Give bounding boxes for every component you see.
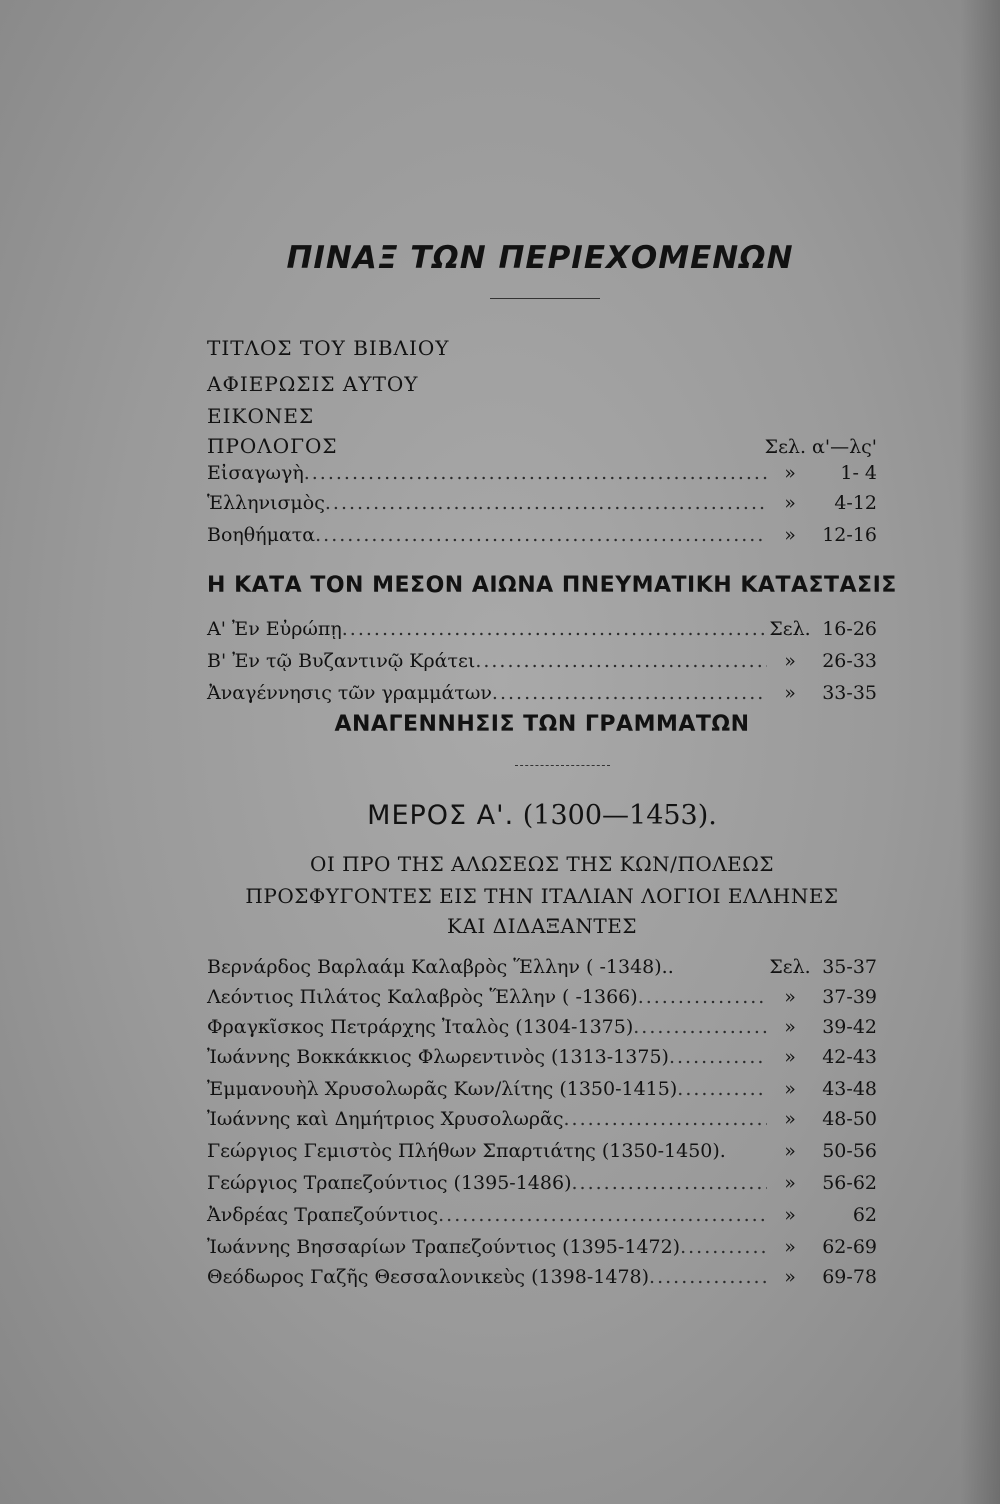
part-subtitle-line: ΚΑΙ ΔΙΔΑΞΑΝΤΕΣ xyxy=(447,914,637,938)
toc-entry xyxy=(207,462,877,488)
dot-leader xyxy=(492,682,767,704)
entry-label: Ἐμμανουὴλ Χρυσολωρᾶς Κων/λίτης (1350-1415) xyxy=(207,1078,678,1100)
entry-label: Γεώργιος Γεμιστὸς Πλήθων Σπαρτιάτης (1350-1450). xyxy=(207,1140,726,1162)
entry-label: Βερνάρδος Βαρλαάμ Καλαβρὸς Ἕλλην ( -1348).. xyxy=(207,956,674,978)
toc-entry xyxy=(207,1266,877,1292)
prologue-row xyxy=(207,434,877,460)
ditto-mark: » xyxy=(784,1172,796,1194)
toc-entry xyxy=(207,1236,877,1262)
section-heading: ΑΝΑΓΕΝΝΗΣΙΣ ΤΩΝ ΓΡΑΜΜΑΤΩΝ xyxy=(334,712,750,737)
prologue-pages: Σελ. α'—λς' xyxy=(764,436,877,458)
toc-entry xyxy=(207,1108,877,1134)
page-abbrev: Σελ. xyxy=(769,956,811,978)
dot-leader xyxy=(572,1172,768,1194)
page-title: ΠΙΝΑΞ ΤΩΝ ΠΕΡΙΕΧΟΜΕΝΩΝ xyxy=(286,240,794,276)
ditto-mark: » xyxy=(784,1078,796,1100)
entry-pages: 43-48 xyxy=(822,1078,877,1100)
dot-leader xyxy=(325,492,767,514)
ditto-mark: » xyxy=(784,682,796,704)
entry-label: Φραγκῖσκος Πετράρχης Ἰταλὸς (1304-1375) xyxy=(207,1016,634,1038)
dot-leader xyxy=(633,1016,767,1038)
front-matter-item: ΑΦΙΕΡΩΣΙΣ ΑΥΤΟΥ xyxy=(207,372,419,396)
entry-pages: 42-43 xyxy=(822,1046,877,1068)
entry-pages: 62-69 xyxy=(822,1236,877,1258)
front-matter-item: ΤΙΤΛΟΣ ΤΟΥ ΒΙΒΛΙΟΥ xyxy=(207,336,450,360)
dot-leader xyxy=(669,1046,767,1068)
entry-pages: 12-16 xyxy=(822,524,877,546)
toc-entry xyxy=(207,1204,877,1230)
entry-pages: 4-12 xyxy=(834,492,877,514)
dot-leader xyxy=(438,1204,767,1226)
entry-pages: 16-26 xyxy=(822,618,877,640)
dot-leader xyxy=(304,462,767,484)
title-rule xyxy=(490,298,600,299)
toc-entry xyxy=(207,524,877,550)
dot-leader xyxy=(475,650,767,672)
dot-leader xyxy=(677,1078,767,1100)
entry-pages: 1- 4 xyxy=(840,462,877,484)
ditto-mark: » xyxy=(784,1016,796,1038)
entry-pages: 69-78 xyxy=(822,1266,877,1288)
toc-entry xyxy=(207,618,877,644)
ditto-mark: » xyxy=(784,1108,796,1130)
entry-label: Ἰωάννης Βοκκάκκιος Φλωρεντινὸς (1313-1375) xyxy=(207,1046,669,1068)
part-subtitle-line: ΠΡΟΣΦΥΓΟΝΤΕΣ ΕΙΣ ΤΗΝ ΙΤΑΛΙΑΝ ΛΟΓΙΟΙ ΕΛΛΗΝΕΣ xyxy=(245,884,839,908)
toc-entry xyxy=(207,1172,877,1198)
toc-entry xyxy=(207,492,877,518)
entry-pages: 35-37 xyxy=(822,956,877,978)
entry-label: Α' Ἐν Εὐρώπῃ xyxy=(207,618,342,640)
entry-label: Ἑλληνισμὸς xyxy=(207,492,325,514)
part-name: ΜΕΡΟΣ Α'. xyxy=(367,800,515,831)
ditto-mark: » xyxy=(784,1204,796,1226)
prologue-label: ΠΡΟΛΟΓΟΣ xyxy=(207,434,338,458)
entry-label: Εἰσαγωγὴ xyxy=(207,462,304,484)
part-years: (1300—1453). xyxy=(522,800,717,831)
section-rule xyxy=(515,765,610,766)
ditto-mark: » xyxy=(784,986,796,1008)
section-heading: Η ΚΑΤΑ ΤΟΝ ΜΕΣΟΝ ΑΙΩΝΑ ΠΝΕΥΜΑΤΙΚΗ ΚΑΤΑΣΤΑΣΙΣ xyxy=(207,573,897,598)
dot-leader xyxy=(342,618,767,640)
entry-label: Ἰωάννης καὶ Δημήτριος Χρυσολωρᾶς xyxy=(207,1108,564,1130)
ditto-mark: » xyxy=(784,462,796,484)
ditto-mark: » xyxy=(784,1236,796,1258)
dot-leader xyxy=(564,1108,767,1130)
ditto-mark: » xyxy=(784,1266,796,1288)
toc-entry xyxy=(207,1016,877,1042)
entry-pages: 50-56 xyxy=(822,1140,877,1162)
entry-label: Θεόδωρος Γαζῆς Θεσσαλονικεὺς (1398-1478) xyxy=(207,1266,650,1288)
ditto-mark: » xyxy=(784,492,796,514)
entry-pages: 26-33 xyxy=(822,650,877,672)
entry-label: Ἀναγέννησις τῶν γραμμάτων xyxy=(207,682,492,704)
page-edge-shadow xyxy=(960,0,1000,1504)
part-title xyxy=(207,800,877,831)
ditto-mark: » xyxy=(784,650,796,672)
entry-label: Ἰωάννης Βησσαρίων Τραπεζούντιος (1395-1472) xyxy=(207,1236,681,1258)
toc-entry xyxy=(207,986,877,1012)
ditto-mark: » xyxy=(784,524,796,546)
dot-leader xyxy=(315,524,767,546)
entry-label: Γεώργιος Τραπεζούντιος (1395-1486) xyxy=(207,1172,572,1194)
entry-label: Β' Ἐν τῷ Βυζαντινῷ Κράτει xyxy=(207,650,476,672)
entry-pages: 62 xyxy=(852,1204,877,1226)
entry-label: Βοηθήματα xyxy=(207,524,316,546)
entry-pages: 37-39 xyxy=(822,986,877,1008)
ditto-mark: » xyxy=(784,1046,796,1068)
entry-pages: 56-62 xyxy=(822,1172,877,1194)
toc-entry xyxy=(207,1078,877,1104)
page-abbrev: Σελ. xyxy=(769,618,811,640)
toc-entry xyxy=(207,1046,877,1072)
entry-pages: 39-42 xyxy=(822,1016,877,1038)
front-matter-item: ΕΙΚΟΝΕΣ xyxy=(207,404,315,428)
entry-pages: 48-50 xyxy=(822,1108,877,1130)
entry-pages: 33-35 xyxy=(822,682,877,704)
toc-entry xyxy=(207,682,877,708)
entry-label: Ἀνδρέας Τραπεζούντιος xyxy=(207,1204,439,1226)
dot-leader xyxy=(649,1266,767,1288)
part-subtitle-line: ΟΙ ΠΡΟ ΤΗΣ ΑΛΩΣΕΩΣ ΤΗΣ ΚΩΝ/ΠΟΛΕΩΣ xyxy=(309,852,775,876)
dot-leader xyxy=(638,986,767,1008)
toc-entry xyxy=(207,1140,877,1166)
toc-entry xyxy=(207,650,877,676)
entry-label: Λεόντιος Πιλάτος Καλαβρὸς Ἕλλην ( -1366) xyxy=(207,986,638,1008)
toc-entry xyxy=(207,956,877,982)
ditto-mark: » xyxy=(784,1140,796,1162)
dot-leader xyxy=(680,1236,767,1258)
